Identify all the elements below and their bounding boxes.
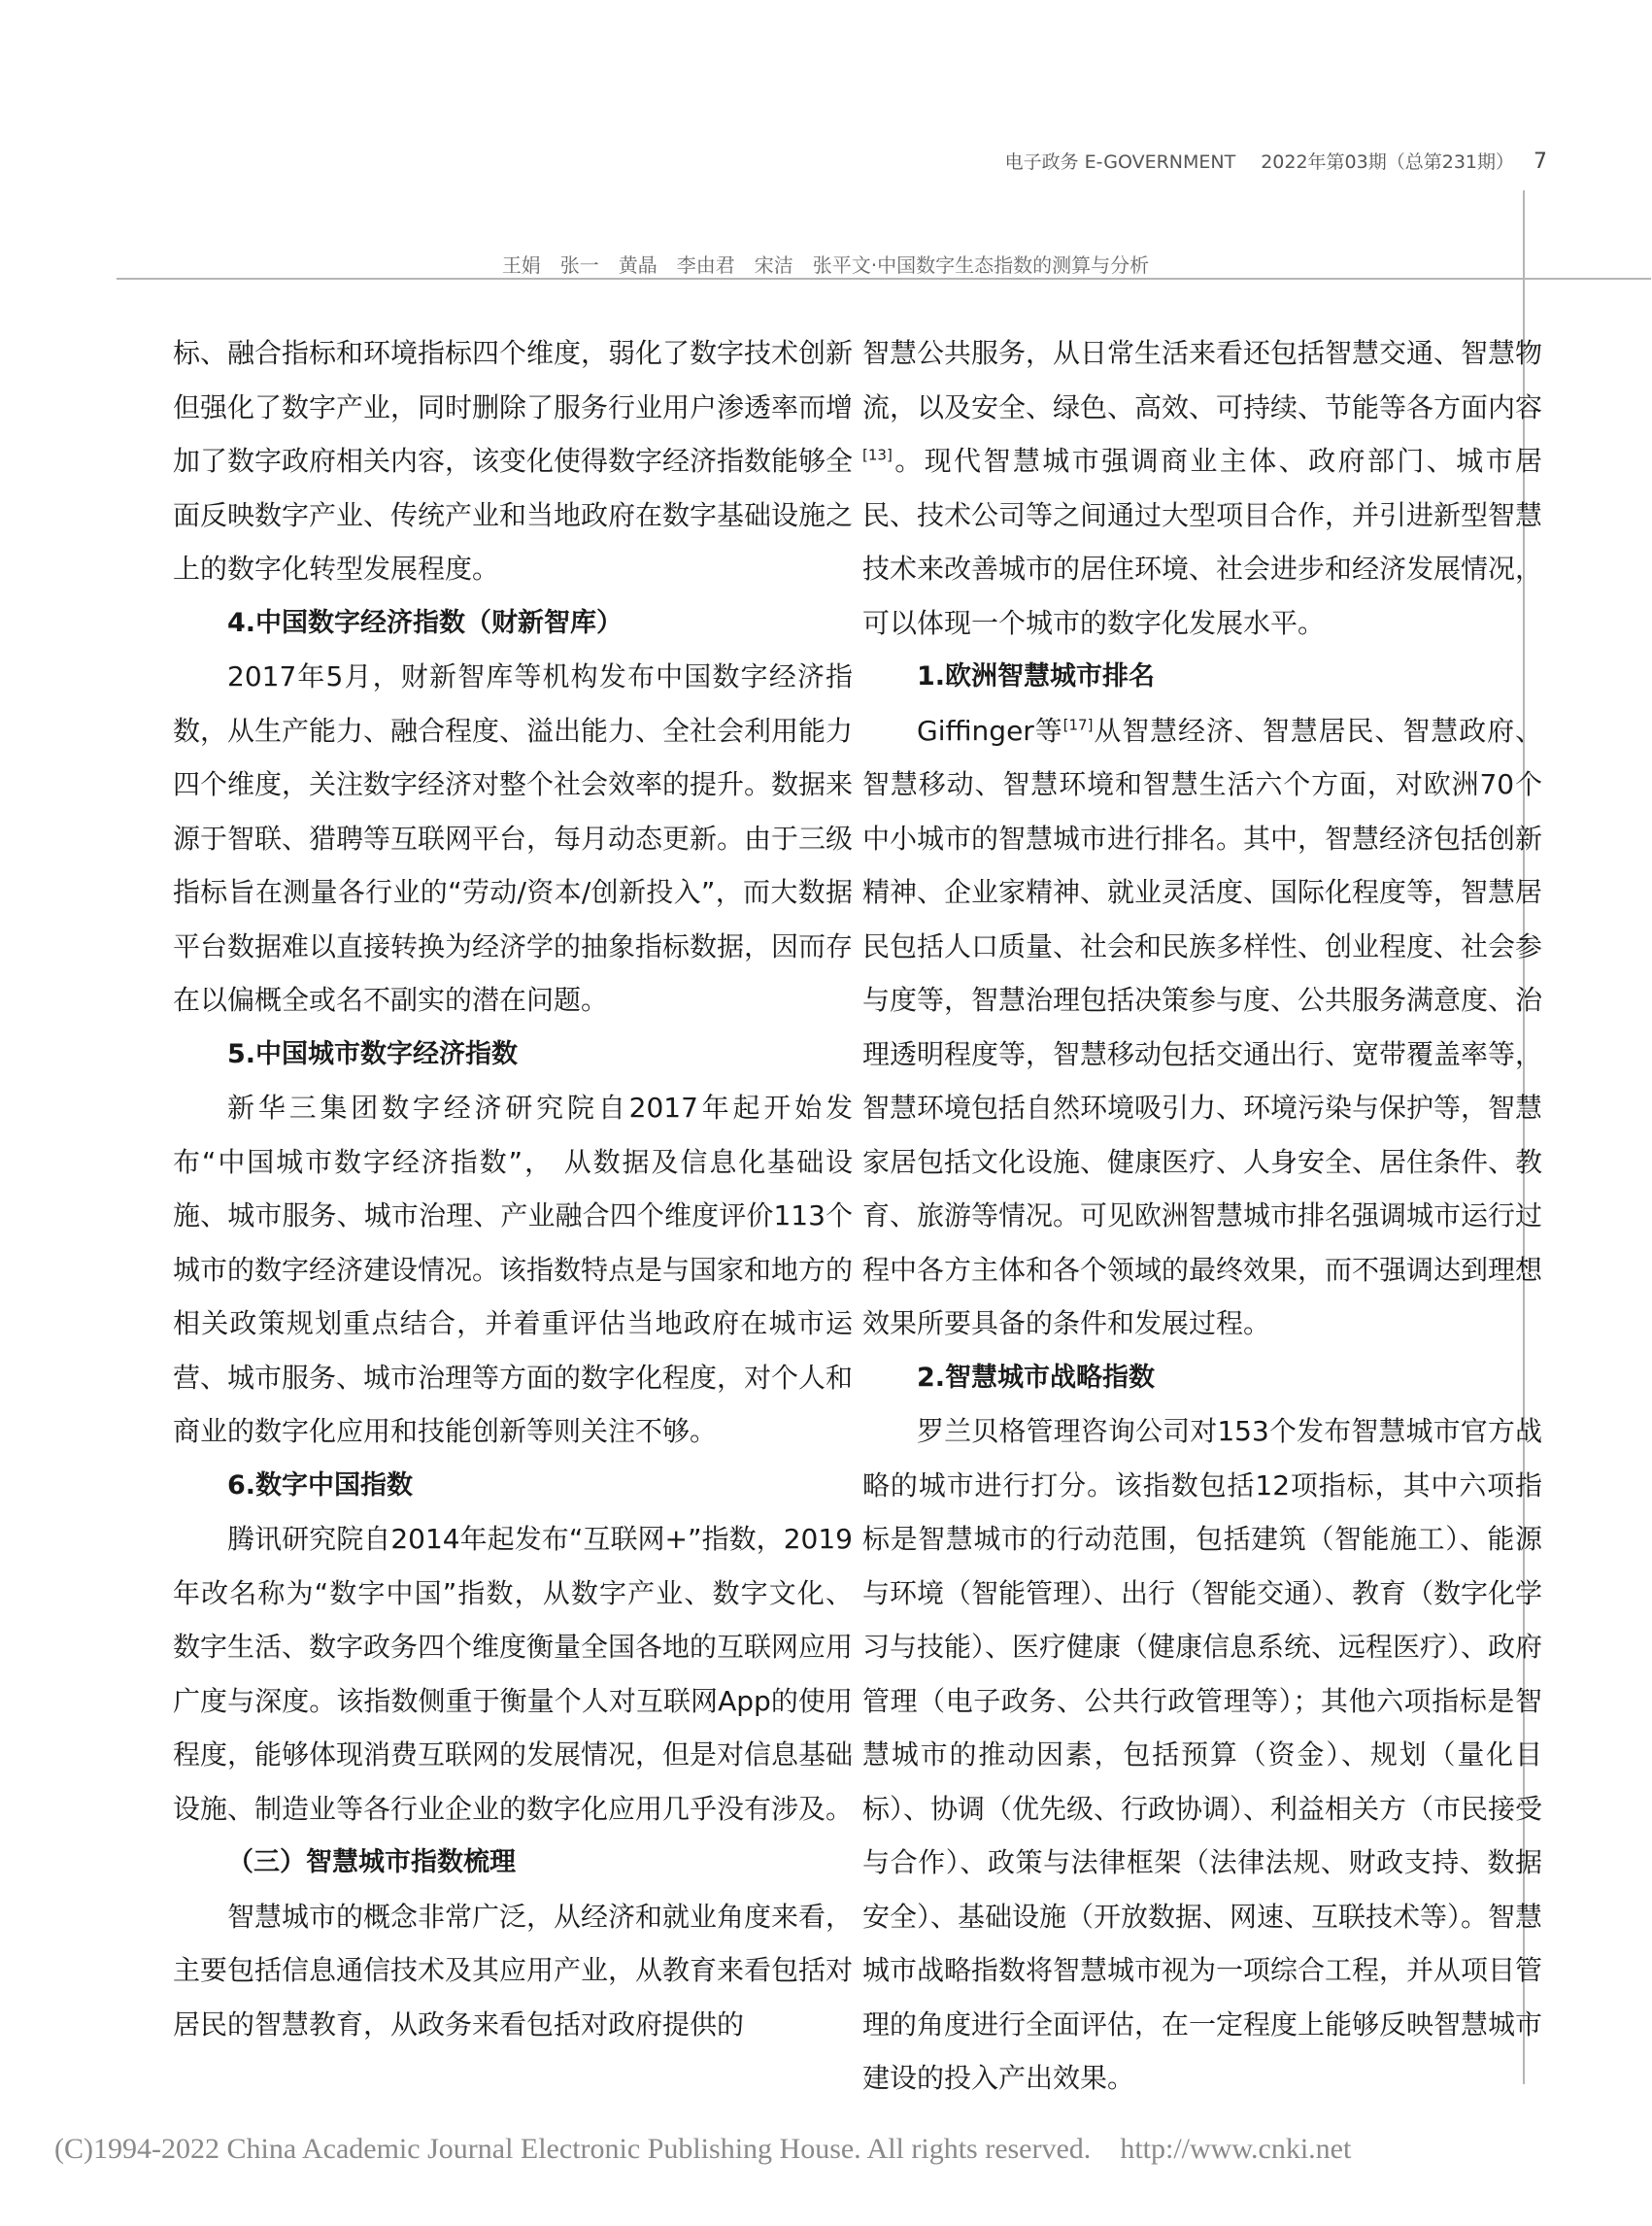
body-paragraph	[173, 1890, 853, 2052]
paragraph-text: 新华三集团数字经济研究院自2017年起开始发布“中国城市数字经济指数”， 从数据及信息化基础设施、城市服务、城市治理、产业融合四个维度评价113个城市的数字经济建设情况。该指数特点是与国家和地方的相关政策规划重点结合，并着重评估当地政府在城市运营、城市服务、城市治理等方面的数字化程度，对个人和商业的数字化应用和技能创新等则关注不够。	[173, 1092, 854, 1447]
paragraph-text: 标、融合指标和环境指标四个维度，弱化了数字技术创新但强化了数字产业，同时删除了服务行业用户渗透率而增加了数字政府相关内容，该变化使得数字经济指数能够全面反映数字产业、传统产业和当地政府在数字基础设施之上的数字化转型发展程度。	[173, 337, 854, 585]
paragraph-text: 罗兰贝格管理咨询公司对153个发布智慧城市官方战略的城市进行打分。该指数包括12项指标，其中六项指标是智慧城市的行动范围，包括建筑（智能施工）、能源与环境（智能管理）、出行（智能交通）、教育（数字化学习与技能）、医疗健康（健康信息系统、远程医疗）、政府管理（电子政务、公共行政管理等）；其他六项指标是智慧城市的推动因素，包括预算（资金）、规划（量化目标）、协调（优先级、行政协调）、利益相关方（市民接受与合作）、政策与法律框架（法律法规、财政支持、数据安全）、基础设施（开放数据、网速、互联技术等）。智慧城市战略指数将智慧城市视为一项综合工程，并从项目管理的角度进行全面评估，在一定程度上能够反映智慧城市建设的投入产出效果。	[862, 1415, 1543, 2094]
header-rule	[117, 278, 1651, 280]
section-heading: 2.智慧城市战略指数	[917, 1362, 1156, 1393]
running-head	[1005, 148, 1547, 174]
citation-ref[interactable]: [17]	[1062, 716, 1094, 734]
section-heading: 1.欧洲智慧城市排名	[917, 661, 1156, 691]
journal-name: 电子政务 E-GOVERNMENT	[1004, 152, 1236, 173]
section-heading: 4.中国数字经济指数（财新智库）	[227, 607, 624, 638]
body-paragraph	[862, 1404, 1542, 2106]
cnki-url[interactable]: http://www.cnki.net	[1120, 2133, 1352, 2165]
issue-info: 2022年第03期（总第231期）	[1261, 152, 1514, 173]
page-number: 7	[1534, 150, 1547, 174]
paragraph-text: 腾讯研究院自2014年起发布“互联网+”指数，2019年改名称为“数字中国”指数，从数字产业、数字文化、数字生活、数字政务四个维度衡量全国各地的互联网应用广度与深度。该指数侧重于衡量个人对互联网App的使用程度，能够体现消费互联网的发展情况，但是对信息基础设施、制造业等各行业企业的数字化应用几乎没有涉及。	[173, 1523, 854, 1825]
copyright-text: (C)1994-2022 China Academic Journal Electronic Publishing House. All rights reserved.	[54, 2133, 1092, 2165]
body-paragraph	[862, 704, 1542, 1351]
body-paragraph	[173, 1081, 853, 1459]
paragraph-text: 智慧城市的概念非常广泛，从经济和就业角度来看，主要包括信息通信技术及其应用产业，从教育来看包括对居民的智慧教育，从政务来看包括对政府提供的	[173, 1900, 854, 2040]
paragraph-text: 智慧公共服务，从日常生活来看还包括智慧交通、智慧物流，以及安全、绿色、高效、可持续、节能等各方面内容	[862, 337, 1543, 423]
body-paragraph	[173, 326, 853, 596]
paragraph-text: 。现代智慧城市强调商业主体、政府部门、城市居民、技术公司等之间通过大型项目合作，并引进新型智慧技术来改善城市的居住环境、社会进步和经济发展情况，可以体现一个城市的数字化发展水平。	[862, 445, 1543, 639]
article-running-title: 王娟 张一 黄晶 李由君 宋洁 张平文·中国数字生态指数的测算与分析	[501, 253, 1150, 277]
body-paragraph	[173, 1512, 853, 1836]
section-heading: （三）智慧城市指数梳理	[227, 1847, 516, 1877]
paragraph-text: 从智慧经济、智慧居民、智慧政府、智慧移动、智慧环境和智慧生活六个方面，对欧洲70个中小城市的智慧城市进行排名。其中，智慧经济包括创新精神、企业家精神、就业灵活度、国际化程度等，智慧居民包括人口质量、社会和民族多样性、创业程度、社会参与度等，智慧治理包括决策参与度、公共服务满意度、治理透明程度等，智慧移动包括交通出行、宽带覆盖率等，智慧环境包括自然环境吸引力、环境污染与保护等，智慧家居包括文化设施、健康医疗、人身安全、居住条件、教育、旅游等情况。可见欧洲智慧城市排名强调城市运行过程中各方主体和各个领域的最终效果，而不强调达到理想效果所要具备的条件和发展过程。	[862, 714, 1543, 1339]
section-heading: 6.数字中国指数	[227, 1469, 414, 1501]
section-heading: 5.中国城市数字经济指数	[227, 1038, 519, 1069]
paragraph-text: Giffinger等	[917, 714, 1063, 747]
right-column	[862, 326, 1542, 2106]
body-paragraph	[862, 326, 1542, 650]
copyright-footer	[54, 2133, 1351, 2166]
paragraph-text: 2017年5月，财新智库等机构发布中国数字经济指数，从生产能力、融合程度、溢出能力、全社会利用能力四个维度，关注数字经济对整个社会效率的提升。数据来源于智联、猎聘等互联网平台，每月动态更新。由于三级指标旨在测量各行业的“劳动/资本/创新投入”，而大数据平台数据难以直接转换为经济学的抽象指标数据，因而存在以偏概全或名不副实的潜在问题。	[173, 660, 854, 1016]
left-column	[173, 326, 853, 2051]
citation-ref[interactable]: [13]	[862, 446, 893, 464]
body-paragraph	[173, 650, 853, 1028]
